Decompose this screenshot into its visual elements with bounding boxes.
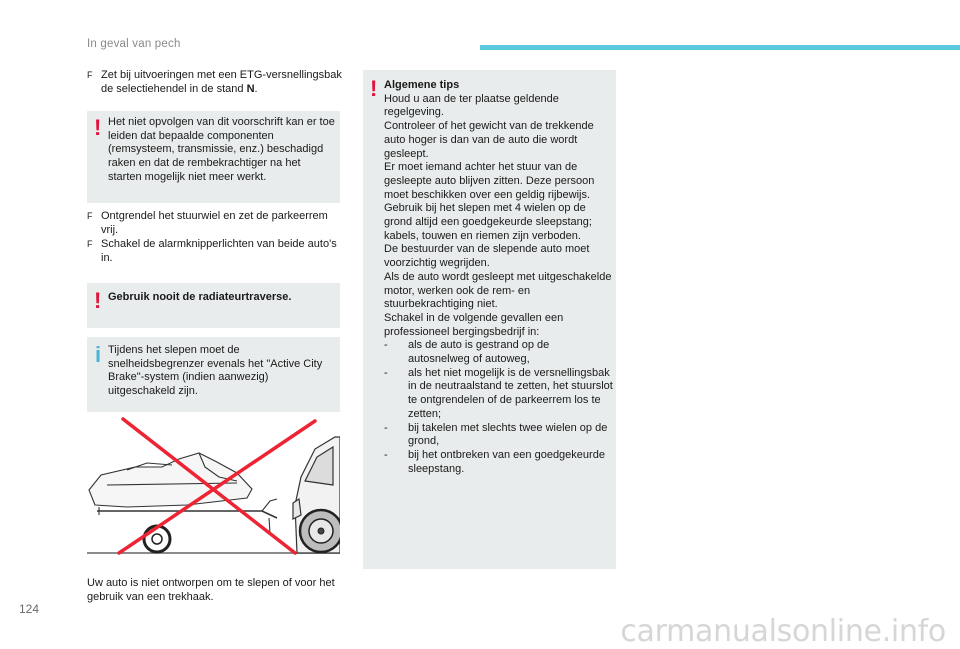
tips-list-item (384, 422, 614, 449)
warning-icon: ! (94, 288, 102, 313)
bullet-text: Ontgrendel het stuurwiel en zet de parkeerrem vrij. (101, 210, 328, 236)
tips-content (384, 79, 614, 476)
tips-title: Algemene tips (384, 79, 460, 91)
gear-position-n: N (246, 82, 255, 95)
instruction-bullet-stuurwiel (87, 210, 345, 237)
tips-paragraph: Als de auto wordt gesleept met uitgeschakelde motor, werken ook de rem- en stuurbekrachtiging niet. (384, 270, 612, 311)
illustration-caption: Uw auto is niet ontworpen om te slepen of voor het gebruik van een trekhaak. (87, 577, 335, 603)
trailer-wheel (144, 526, 170, 552)
info-box-slepen (87, 337, 340, 412)
instruction-bullet-etg (87, 69, 345, 96)
warning-text: Het niet opvolgen van dit voorschrift kan er toe leiden dat bepaalde componenten (remsysteem, transmissie, enz.) beschadigd raken en dat de rembekrachtiger na het starten mogelijk niet meer werkt. (108, 116, 335, 183)
watermark: carmanualsonline.info (620, 614, 946, 649)
header-bar (480, 45, 960, 50)
dash-marker: - (384, 366, 388, 379)
dash-marker: - (384, 421, 388, 434)
bullet-icon: F (87, 211, 93, 221)
bullet-text: Schakel de alarmknipperlichten van beide auto's in. (101, 238, 337, 264)
tips-paragraph: Er moet iemand achter het stuur van de gesleepte auto blijven zitten. Deze persoon moet beschikken over een geldig rijbewijs. (384, 161, 595, 201)
info-text: Tijdens het slepen moet de snelheidsbegrenzer evenals het "Active City Brake"-system (indien aanwezig) uitgeschakeld zijn. (108, 344, 323, 398)
warning-text: Gebruik nooit de radiateurtraverse. (108, 291, 292, 303)
tips-paragraph: Houd u aan de ter plaatse geldende regelgeving. (384, 92, 559, 119)
tips-list-item (384, 367, 614, 422)
instruction-bullet-alarm (87, 238, 345, 265)
warning-box-radiateur (87, 283, 340, 328)
info-icon: i (95, 342, 102, 367)
warning-icon: ! (370, 76, 378, 101)
bullet-text: Zet bij uitvoeringen met een ETG-versnellingsbak de selectiehendel in de stand (101, 69, 342, 95)
tips-paragraph: Controleer of het gewicht van de trekkende auto hoger is dan van de auto die wordt gesleept. (384, 120, 594, 160)
tips-paragraph: De bestuurder van de slepende auto moet voorzichtig wegrijden. (384, 243, 590, 270)
section-title: In geval van pech (87, 38, 181, 50)
tips-list-item (384, 449, 614, 476)
warning-box-rembekrachtiger (87, 111, 340, 203)
tips-list-text: als het niet mogelijk is de versnellingsbak in de neutraalstand te zetten, het stuurslot te ontgrendelen of de parkeerrem los te zetten; (408, 366, 613, 420)
tips-paragraph: Gebruik bij het slepen met 4 wielen op de grond altijd een goedgekeurde sleepstang; kabels, touwen en riemen zijn verboden. (384, 202, 592, 242)
car-wheel (300, 510, 340, 552)
tips-paragraph: Schakel in de volgende gevallen een professioneel bergingsbedrijf in: (384, 311, 564, 338)
tips-list-item (384, 339, 614, 366)
dash-marker: - (384, 448, 388, 461)
dash-marker: - (384, 339, 388, 352)
page-number: 124 (19, 602, 40, 616)
bullet-icon: F (87, 70, 93, 80)
bullet-punct: . (254, 82, 258, 95)
tips-list-text: bij takelen met slechts twee wielen op de grond, (408, 421, 608, 448)
warning-icon: ! (94, 115, 102, 140)
tips-list-text: bij het ontbreken van een goedgekeurde sleepstang. (408, 448, 605, 475)
tips-box (363, 70, 616, 569)
tips-list-text: als de auto is gestrand op de autosnelweg of autoweg, (408, 339, 550, 366)
towing-prohibited-illustration (87, 415, 340, 557)
bullet-icon: F (87, 239, 93, 249)
